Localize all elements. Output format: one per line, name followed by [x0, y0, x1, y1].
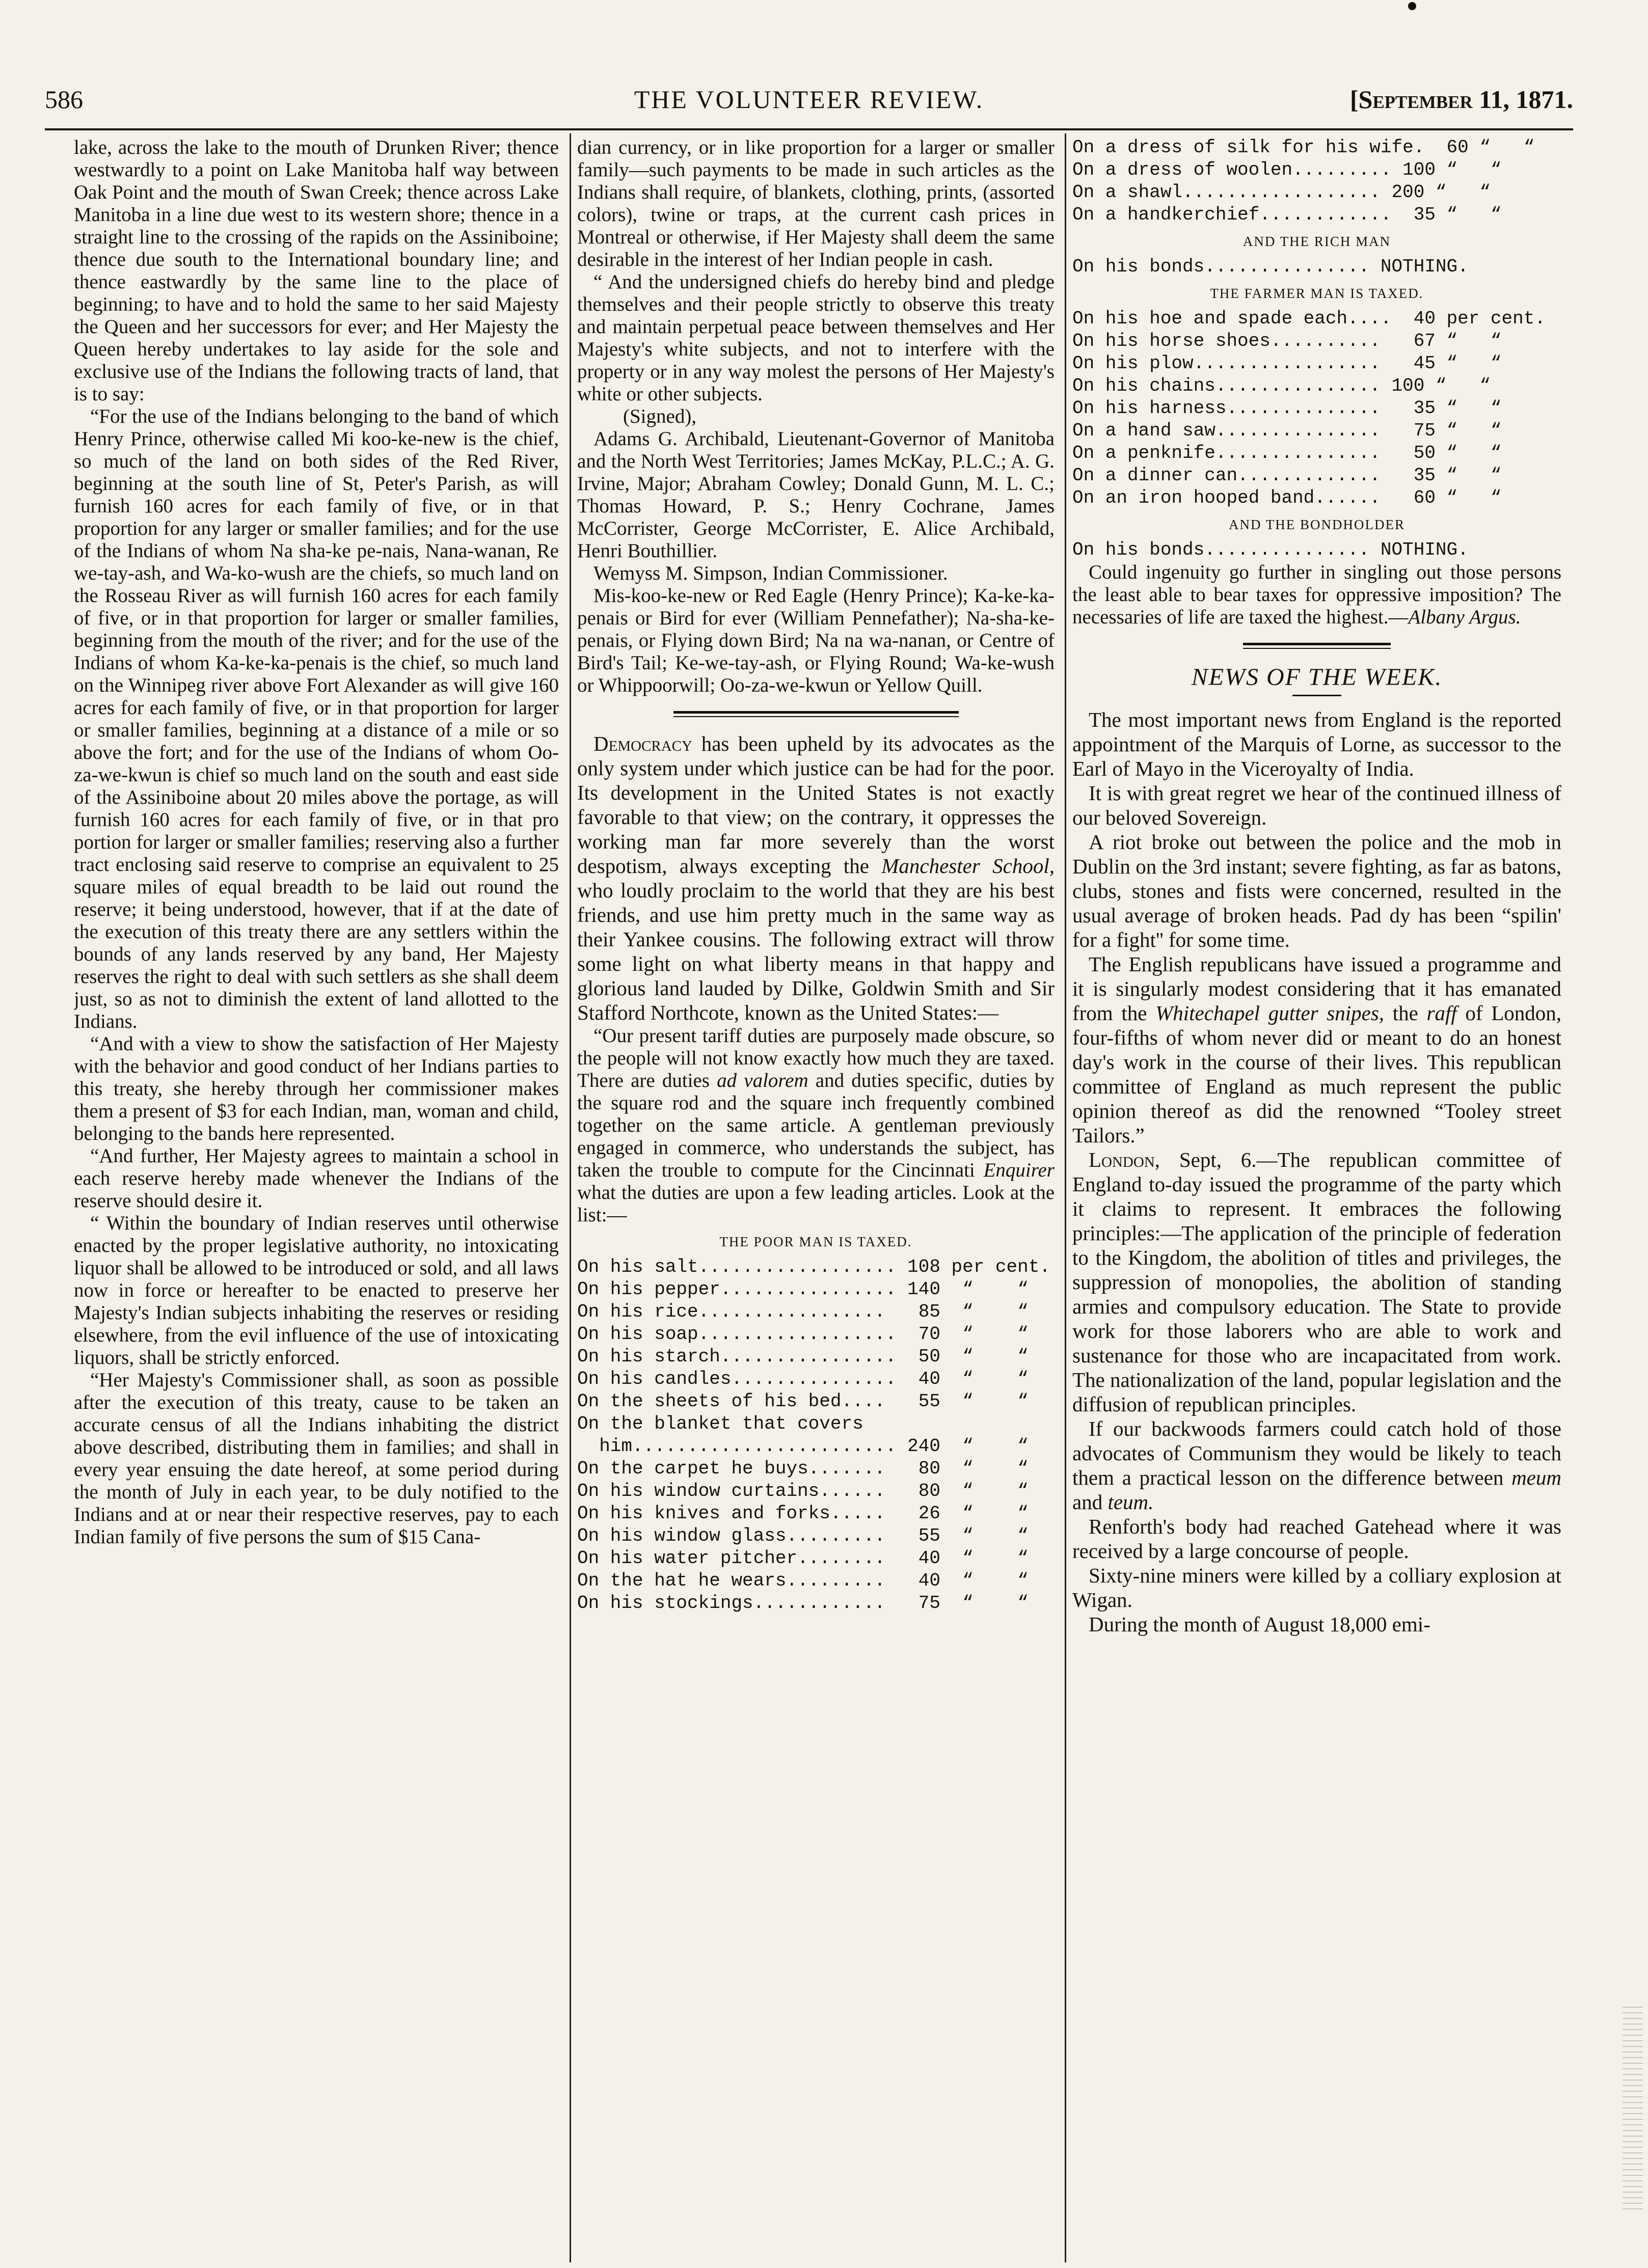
farmer-heading: THE FARMER MAN IS TAXED.: [1210, 286, 1424, 301]
poor-man-heading: THE POOR MAN IS TAXED.: [719, 1234, 912, 1249]
treaty-paragraph: “ And the undersigned chiefs do hereby bind and pledge themselves and their people strictly to observe this treaty and maintain perpetual peace between themselves and Her Majesty's white subjects, and not to interfere with the property or in any way molest the persons of Her Majesty's white or other subjects.: [577, 271, 1055, 405]
article-separator: [673, 711, 959, 717]
democracy-paragraph: Democracy has been upheld by its advocates as the only system under which justice can be had for the poor. Its development in the United States is not exactly favorable to that view; on the contrary, it oppresses the working man far more severely than the worst despotism, always excepting the Manchester School, who loudly proclaim to the world that they are his best friends, and use him pretty much in the same way as their Yankee cousins. The following extract will throw some light on what liberty means in that happy and glorious land lauded by Dilke, Goldwin Smith and Sir Stafford Northcote, known as the United States:—: [577, 732, 1055, 1024]
treaty-paragraph: “ Within the boundary of Indian reserves until otherwise enacted by the proper legislative authority, no intoxicating liquor shall be allowed to be introduced or sold, and all laws now in force or hereafter to be enacted to preserve her Majesty's Indian subjects inhabiting the reserves or residing elsewhere, from the evil influence of the use of intoxicating liquors, shall be strictly enforced.: [74, 1212, 559, 1369]
dateline: London: [1089, 1148, 1155, 1171]
treaty-paragraph: “And with a view to show the satisfaction of Her Majesty with the behavior and good conduct of her Indians parties to this treaty, she hereby through her commissioner makes them a present of $3 for each Indian, man, woman and child, belonging to the bands here represented.: [74, 1033, 559, 1144]
news-item: It is with great regret we hear of the continued illness of our beloved Sovereign.: [1072, 781, 1561, 829]
manchester-school: Manchester School,: [881, 854, 1055, 878]
column-3: [1072, 136, 1561, 2265]
news-item: Sixty-nine miners were killed by a colliary explosion at Wigan.: [1072, 1564, 1561, 1611]
masthead-title: THE VOLUNTEER REVIEW.: [634, 85, 984, 114]
news-section-title: NEWS OF THE WEEK.: [1191, 664, 1443, 691]
chiefs-paragraph: Mis-koo-ke-new or Red Eagle (Henry Prince); Ka-ke-ka-penais or Bird for ever (William Pennefather); Na-sha-ke-penais, or Flying down Bird; Na na wa-nanan, or Centre of Bird's Tail; Ke-we-tay-ash, or Flying Round; Wa-ke-wush or Whippoorwill; Oo-za-we-kwun or Yellow Quill.: [577, 585, 1055, 696]
article-separator: [1243, 643, 1391, 649]
treaty-paragraph: “For the use of the Indians belonging to the band of which Henry Prince, otherwise called Mi koo-ke-new is the chief, so much of the land on both sides of the Red River, beginning at the south line of St, Peter's Parish, as will furnish 160 acres for each family of five, or in that proportion for any larger or smaller families; and for the use of the Indians of whom Na sha-ke pe-nais, Nana-wanan, Re we-tay-ash, and Wa-ko-wush are the chiefs, so much land on the Rosseau River as will furnish 160 acres for each family of five, or in that proportion for larger or smaller families, beginning from the mouth of the river; and for the use of the Indians of whom Ka-ke-ka-penais is the chief, so much land on the Winnipeg river above Fort Alexander as will give 160 acres for each family of five, or in that proportion for larger or smaller families, beginning at a distance of a mile or so above the fort; and for the use of the Indians of whom Oo-za-we-kwun is chief so much land on the south and east side of the Assiniboine about 20 miles above the portage, as will furnish 160 acres for each family of five, or in that pro portion for larger or smaller families; reserving also a further tract enclosing said reserve to comprise an equivalent to 25 square miles of equal breadth to be laid out round the reserve; it being understood, however, that if at the date of the execution of this treaty there are any settlers within the bounds of any lands reserved by any band, Her Majesty reserves the right to deal with such settlers as she shall deem just, so as not to diminish the extent of land allotted to the Indians.: [74, 405, 559, 1032]
wife-tax-table: On a dress of silk for his wife. 60 “ “ On a dress of woolen......... 100 “ “ On a shawl.................. 200 “ “ On a handkerchief............ 35 “ “: [1072, 137, 1535, 225]
ingenuity-paragraph: Could ingenuity go further in singling out those persons the least able to bear taxes for oppressive imposition? The necessaries of life are taxed the highest.—Albany Argus.: [1072, 561, 1561, 628]
column-2: [577, 136, 1055, 2265]
news-body: [1072, 707, 1561, 1636]
rich-man-heading: AND THE RICH MAN: [1242, 234, 1391, 249]
news-item: If our backwoods farmers could catch hold of those advocates of Communism they would be likely to teach them a practical lesson on the difference between meum and teum.: [1072, 1417, 1561, 1514]
column-1: [74, 136, 559, 2265]
tariff-quote: “Our present tariff duties are purposely made obscure, so the people will not know exactly how much they are taxed. There are duties ad valorem and duties specific, duties by the square rod and the square inch frequently combined together on the same article. A gentleman previously engaged in commerce, who understands the subject, has taken the trouble to compute for the Cincinnati Enquirer what the duties are upon a few leading articles. Look at the list:—: [577, 1025, 1055, 1226]
news-item: The English republicans have issued a programme and it is singularly modest considering that it has emanated from the Whitechapel gutter snipes, the raff of London, four-fifths of whom never did or meant to do an honest day's work in the course of their lives. This republican committee of England as much represent the public opinion thereof as did the renowned “Tooley street Tailors.”: [1072, 952, 1561, 1147]
issue-date: [September 11, 1871.: [1349, 85, 1573, 114]
page-number: 586: [45, 85, 83, 114]
ink-speck: [1408, 2, 1416, 10]
signed-line: (Signed),: [623, 405, 697, 427]
signatories-paragraph: Adams G. Archibald, Lieutenant-Governor of Manitoba and the North West Territories; James McKay, P.L.C.; A. G. Irvine, Major; Abraham Cowley; Donald Gunn, M. L. C.; Thomas Howard, P. S.; Henry Cochrane, James McCorrister, George McCorrister, E. Alice Archibald, Henri Bouthillier.: [577, 428, 1055, 562]
treaty-paragraph: dian currency, or in like proportion for a larger or smaller family—such payments to be made in such articles as the Indians shall require, of blankets, clothing, prints, (assorted colors), twine or traps, at the current cash prices in Montreal or otherwise, if Her Majesty shall deem the same desirable in the interest of her Indian people in cash.: [577, 136, 1055, 270]
news-item: London, Sept, 6.—The republican committee of England to-day issued the programme of the party which it claims to represent. It embraces the following principles:—The application of the principle of federation to the Kingdom, the abolition of titles and privileges, the suppression of monopolies, the abolition of standing armies and compulsory education. The State to provide work for those laborers who are able to work and sustenance for those who are incapacitated from work. The nationalization of the land, popular legislation and the diffusion of republican principles.: [1072, 1148, 1561, 1416]
header-rule: [45, 128, 1573, 130]
news-item: The most important news from England is the reported appointment of the Marquis of Lorne, as successor to the Earl of Mayo in the Viceroyalty of India.: [1072, 708, 1561, 780]
bondholder-tax-table: On his bonds............... NOTHING.: [1072, 539, 1469, 560]
bondholder-heading: AND THE BONDHOLDER: [1229, 517, 1405, 532]
poor-man-tax-table: On his salt.................. 108 per cent. On his pepper................ 140 “ “ On his rice................. 85 “ “ On his soap.................. 70 “ “ On his starch................ 50 “ “ On his candles............... 40 “ “ On the sheets of his bed.... 55 “ “ On the blanket that covers him........................ 240 “ “ On the carpet he buys....... 80 “ “ On his window curtains...... 80 “ “ On his knives and forks..... 26 “ “ On his window glass......... 55 “ “ On his water pitcher........ 40 “ “ On the hat he wears......... 40 “ “ On his stockings............ 75 “ “: [577, 1256, 1050, 1614]
column-rule-right: [1065, 133, 1066, 2262]
treaty-paragraph: “Her Majesty's Commissioner shall, as soon as possible after the execution of this treaty, cause to be taken an accurate census of all the Indians inhabiting the district above described, distributing them in families; and shall in every year ensuing the date hereof, at some period during the month of July in each year, to be duly notified to the Indians and at or near their respective reserves, pay to each Indian family of five persons the sum of $15 Cana-: [74, 1369, 559, 1548]
democracy-lead: Democracy: [593, 732, 692, 755]
column-rule-left: [570, 133, 571, 2262]
page-edge-specks: [1623, 2007, 1643, 2210]
rich-man-tax-table: On his bonds............... NOTHING.: [1072, 256, 1469, 277]
treaty-paragraph: “And further, Her Majesty agrees to maintain a school in each reserve hereby made whenever the Indians of the reserve should desire it.: [74, 1145, 559, 1212]
commissioner-paragraph: Wemyss M. Simpson, Indian Commissioner.: [593, 562, 948, 584]
news-item: During the month of August 18,000 emi-: [1089, 1613, 1430, 1636]
treaty-paragraph: lake, across the lake to the mouth of Drunken River; thence westwardly to a point on Lake Manitoba half way between Oak Point and the mouth of Swan Creek; thence across Lake Manitoba in a line due west to its western shore; thence in a straight line to the crossing of the rapids on the Assiniboine; thence due south to the International boundary line; and thence eastwardly by the same line to the place of beginning; to have and to hold the same to her said Majesty the Queen and her successors for ever; and Her Majesty the Queen hereby undertakes to lay aside for the sole and exclusive use of the Indians the following tracts of land, that is to say:: [74, 136, 559, 405]
source-credit: Albany Argus.: [1408, 606, 1521, 628]
title-rule: [1292, 695, 1341, 696]
news-item: A riot broke out between the police and the mob in Dublin on the 3rd instant; severe fighting, as far as batons, clubs, stones and fists were concerned, resulted in the usual average of broken heads. Pad dy has been “spilin' for a fight'' for some time.: [1072, 830, 1561, 951]
news-item: Renforth's body had reached Gatehead where it was received by a large concourse of people.: [1072, 1515, 1561, 1563]
farmer-tax-table: On his hoe and spade each.... 40 per cent. On his horse shoes.......... 67 “ “ On his plow................. 45 “ “ On his chains............... 100 “ “ On his harness.............. 35 “ “ On a hand saw............... 75 “ “ On a penknife............... 50 “ “ On a dinner can............. 35 “ “ On an iron hooped band...... 60 “ “: [1072, 308, 1546, 508]
page-header: [45, 85, 1573, 115]
